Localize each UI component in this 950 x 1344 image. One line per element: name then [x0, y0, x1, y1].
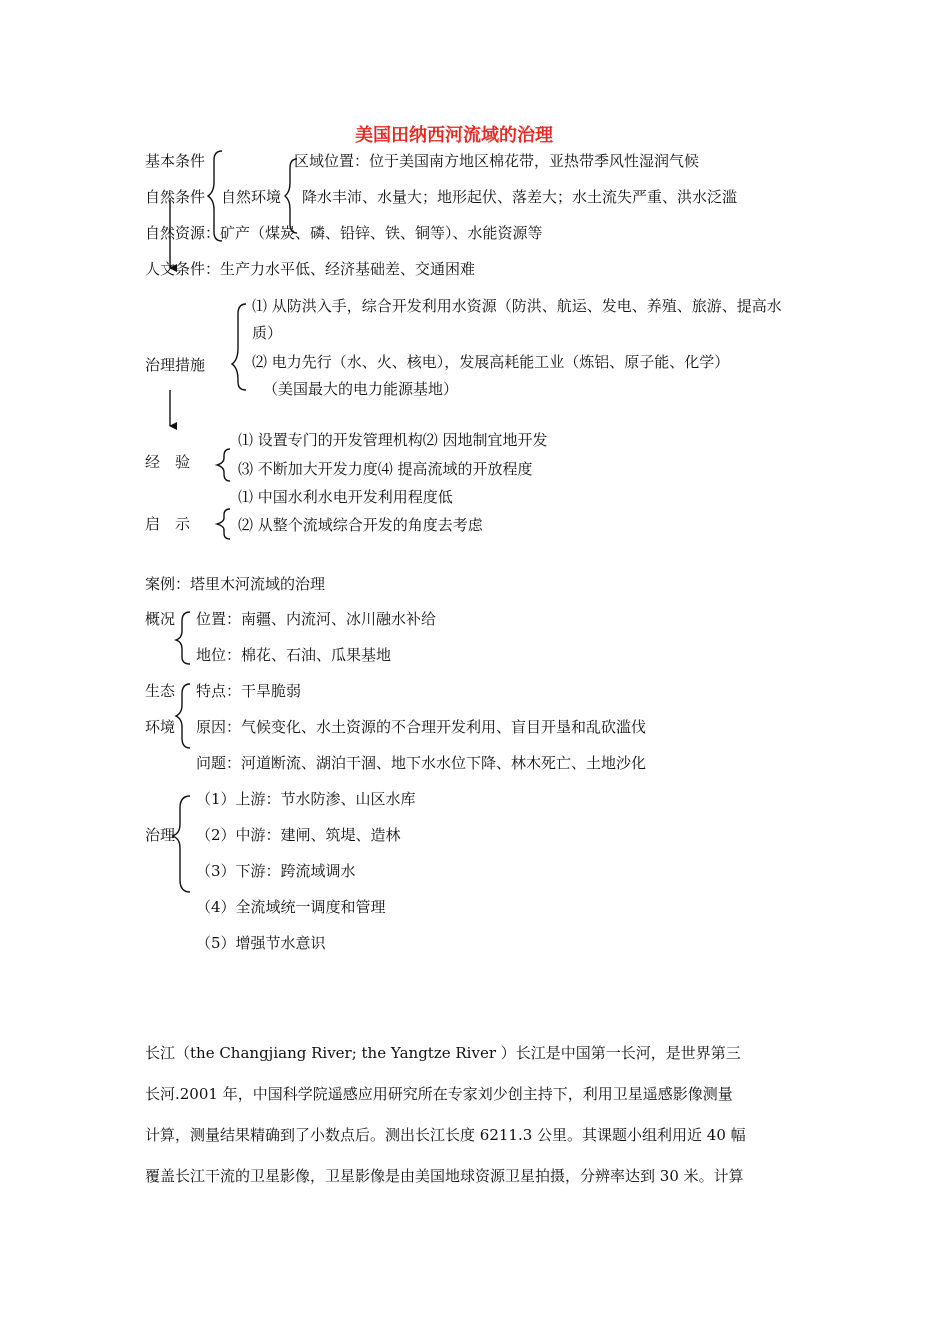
label-natural-environment: 自然环境 — [221, 188, 282, 206]
brace-governance — [172, 796, 190, 892]
governance-item-2: （2）中游：建闸、筑堤、造林 — [196, 826, 401, 844]
environment-detail-text: 降水丰沛、水量大；地形起伏、落差大；水土流失严重、洪水泛滥 — [302, 188, 738, 206]
brace-overview — [176, 612, 190, 664]
paragraph-line-2: 长河.2001 年，中国科学院遥感应用研究所在专家刘少创主持下，利用卫星遥感影像测量 — [145, 1085, 733, 1103]
brace-insight — [217, 509, 230, 539]
label-insight: 启 示 — [145, 515, 191, 533]
paragraph-line-1: 长江（the Changjiang River; the Yangtze River ）长江是中国第一长河，是世界第三 — [145, 1044, 741, 1062]
brace-measures — [232, 304, 246, 390]
case-heading: 案例：塔里木河流域的治理 — [145, 575, 326, 593]
insight-line-1: ⑴ 中国水利水电开发利用程度低 — [238, 488, 453, 506]
label-basic-conditions: 基本条件 — [145, 152, 206, 170]
measure-2-note: （美国最大的电力能源基地） — [263, 380, 459, 398]
position-text: 位置：南疆、内流河、冰川融水补给 — [196, 610, 437, 628]
label-governance: 治理 — [145, 826, 176, 844]
experience-line-1: ⑴ 设置专门的开发管理机构⑵ 因地制宜地开发 — [238, 431, 548, 449]
label-overview: 概况 — [145, 610, 176, 628]
brace-natural — [285, 159, 297, 233]
label-eco-1: 生态 — [145, 682, 176, 700]
brace-experience — [217, 449, 230, 481]
measure-1-line-a: ⑴ 从防洪入手，综合开发利用水资源（防洪、航运、发电、养殖、旅游、提高水 — [252, 297, 782, 315]
feature-text: 特点：干旱脆弱 — [196, 682, 302, 700]
human-conditions-text: 人文条件：生产力水平低、经济基础差、交通困难 — [145, 260, 476, 278]
page-title: 美国田纳西河流域的治理 — [355, 125, 553, 146]
experience-line-2: ⑶ 不断加大开发力度⑷ 提高流域的开放程度 — [238, 460, 533, 478]
brace-ecology — [176, 684, 190, 748]
label-natural-conditions: 自然条件 — [145, 188, 206, 206]
label-eco-2: 环境 — [145, 718, 176, 736]
measure-1-line-b: 质） — [252, 324, 283, 342]
natural-resources-text: 自然资源：矿产（煤炭、磷、铅锌、铁、铜等）、水能资源等 — [145, 224, 543, 242]
paragraph-line-4: 覆盖长江干流的卫星影像，卫星影像是由美国地球资源卫星拍摄，分辨率达到 30 米。计算 — [145, 1167, 744, 1185]
cause-text: 原因：气候变化、水土资源的不合理开发利用、盲目开垦和乱砍滥伐 — [196, 718, 647, 736]
label-measures: 治理措施 — [145, 356, 206, 374]
governance-item-4: （4）全流域统一调度和管理 — [196, 898, 386, 916]
status-text: 地位：棉花、石油、瓜果基地 — [196, 646, 392, 664]
insight-line-2: ⑵ 从整个流域综合开发的角度去考虑 — [238, 516, 483, 534]
measure-2-text: ⑵ 电力先行（水、火、核电），发展高耗能工业（炼铝、原子能、化学） — [252, 353, 730, 371]
location-text: 区域位置：位于美国南方地区棉花带，亚热带季风性湿润气候 — [294, 152, 700, 170]
paragraph-line-3: 计算，测量结果精确到了小数点后。测出长江长度 6211.3 公里。其课题小组利用近 40 幅 — [145, 1126, 746, 1144]
governance-item-5: （5）增强节水意识 — [196, 934, 326, 952]
label-experience: 经 验 — [145, 453, 191, 471]
problem-text: 问题：河道断流、湖泊干涸、地下水水位下降、林木死亡、土地沙化 — [196, 754, 647, 772]
governance-item-1: （1）上游：节水防渗、山区水库 — [196, 790, 416, 808]
governance-item-3: （3）下游：跨流域调水 — [196, 862, 356, 880]
